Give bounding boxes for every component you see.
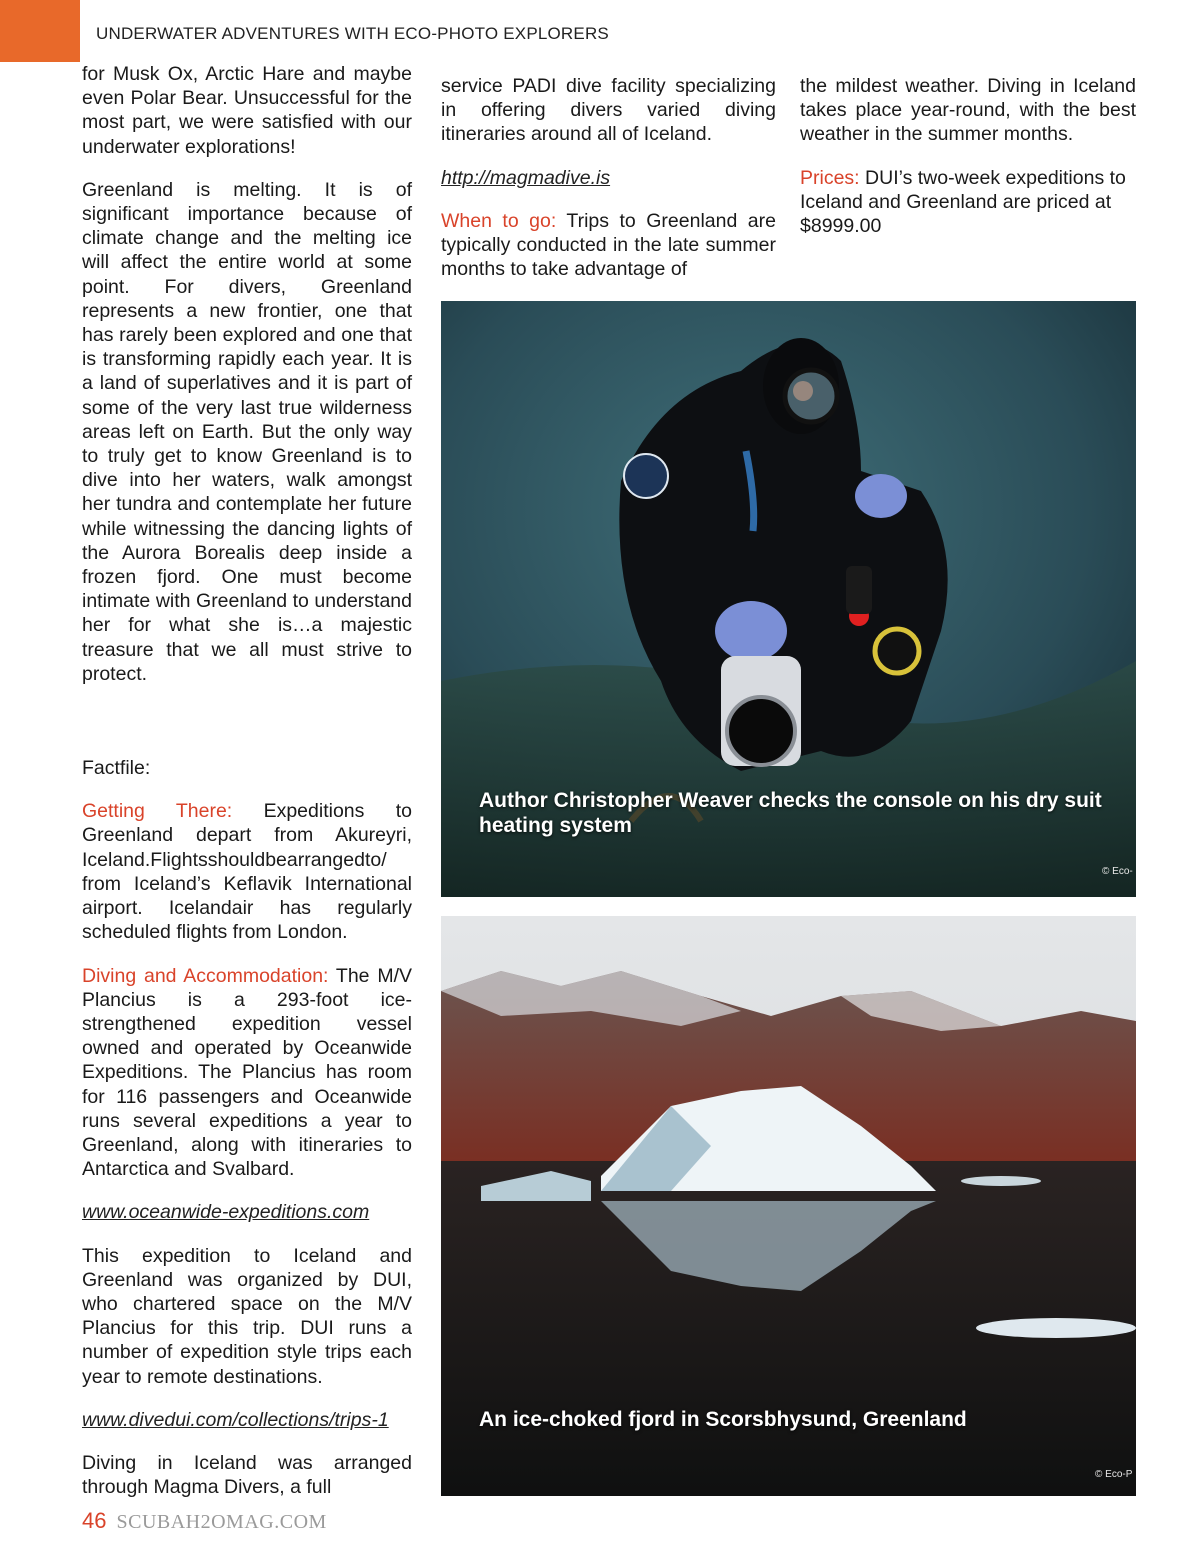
orange-corner-tab: [0, 0, 80, 62]
fjord-photo-caption: An ice-choked fjord in Scorsbhysund, Greenland: [479, 1408, 967, 1431]
when-to-go-text: Trips to Greenland are typically conducted in the late summer months to take advantage of: [441, 209, 776, 281]
prices-label: Prices:: [800, 166, 860, 189]
factfile-heading: Factfile:: [82, 757, 151, 780]
magmadive-link[interactable]: http://magmadive.is: [441, 166, 611, 189]
page-footer: [82, 1508, 327, 1534]
fjord-photo-credit: © Eco-P: [1095, 1469, 1133, 1480]
when-to-go-label: When to go:: [441, 209, 557, 232]
column-middle: [441, 74, 776, 300]
paragraph-dui: This expedition to Iceland and Greenland was organized by DUI, who chartered space on the M/V Plancius for this trip. DUI runs a number of expedition style trips each year to remote destinations.: [82, 1244, 412, 1388]
fjord-photo: [441, 916, 1136, 1496]
dui-link-line: [82, 1408, 412, 1432]
paragraph-mildest-weather: the mildest weather. Diving in Iceland takes place year-round, with the best weather in the summer months.: [800, 75, 1136, 146]
getting-there-label: Getting There:: [82, 800, 233, 823]
paragraph-getting-there: [82, 799, 412, 944]
running-head: UNDERWATER ADVENTURES WITH ECO-PHOTO EXPLORERS: [96, 24, 609, 43]
paragraph-when-to-go: [441, 209, 776, 282]
paragraph-padi: service PADI dive facility specializing in offering divers varied diving itineraries around all of Iceland.: [441, 75, 776, 146]
diving-accommodation-label: Diving and Accommodation:: [82, 964, 329, 987]
oceanwide-link-line: [82, 1200, 412, 1224]
getting-there-text: Expeditions to Greenland depart from Akureyri, Iceland.Flightsshouldbearrangedto/ from Iceland’s Keflavik International airport. Icelandair has regularly scheduled flights from London.: [82, 800, 413, 944]
diver-photo: [441, 301, 1136, 897]
paragraph-prices: [800, 166, 1136, 239]
paragraph-greenland-melting: Greenland is melting. It is of significant importance because of climate change and the melting ice will affect the entire world at some point. For divers, Greenland represents a new frontier, one that has rarely been explored and one that is transforming rapidly each year. It is a land of superlatives and it is part of some of the very last true wilderness areas left on Earth. But the only way to truly get to know Greenland is to dive into her waters, walk amongst her tundra and contemplate her future while witnessing the dancing lights of the Aurora Borealis deep inside a frozen fjord. One must become intimate with Greenland to understand her for what she is…a majestic treasure that we all must strive to protect.: [82, 178, 412, 685]
prices-text: DUI’s two-week expeditions to Iceland and Greenland are priced at $8999.00: [800, 166, 1126, 238]
diving-accommodation-text: The M/V Plancius is a 293-foot ice-strengthened expedition vessel owned and operated by Oceanwide Expeditions. The Plancius has room for 116 passengers and Oceanwide runs several expeditions a year to Greenland, along with itineraries to Antarctica and Svalbard.: [82, 964, 412, 1181]
site-name: SCUBAH2OMAG.COM: [116, 1511, 327, 1533]
column-right: [800, 74, 1136, 257]
paragraph-diving-accommodation: [82, 964, 412, 1182]
diver-photo-credit: © Eco-: [1102, 866, 1133, 877]
column-left: [82, 62, 412, 1518]
magma-link-line: [441, 166, 776, 190]
paragraph-musk-ox: for Musk Ox, Arctic Hare and maybe even Polar Bear. Unsuccessful for the most part, we were satisfied with our underwater explorations!: [82, 63, 412, 158]
dui-trips-link[interactable]: www.divedui.com/collections/trips-1: [82, 1408, 389, 1431]
oceanwide-link[interactable]: www.oceanwide-expeditions.com: [82, 1201, 370, 1224]
page-number: 46: [82, 1508, 107, 1533]
diver-photo-caption: Author Christopher Weaver checks the console on his dry suit heating system: [479, 789, 1102, 837]
paragraph-magma: Diving in Iceland was arranged through Magma Divers, a full: [82, 1451, 412, 1499]
